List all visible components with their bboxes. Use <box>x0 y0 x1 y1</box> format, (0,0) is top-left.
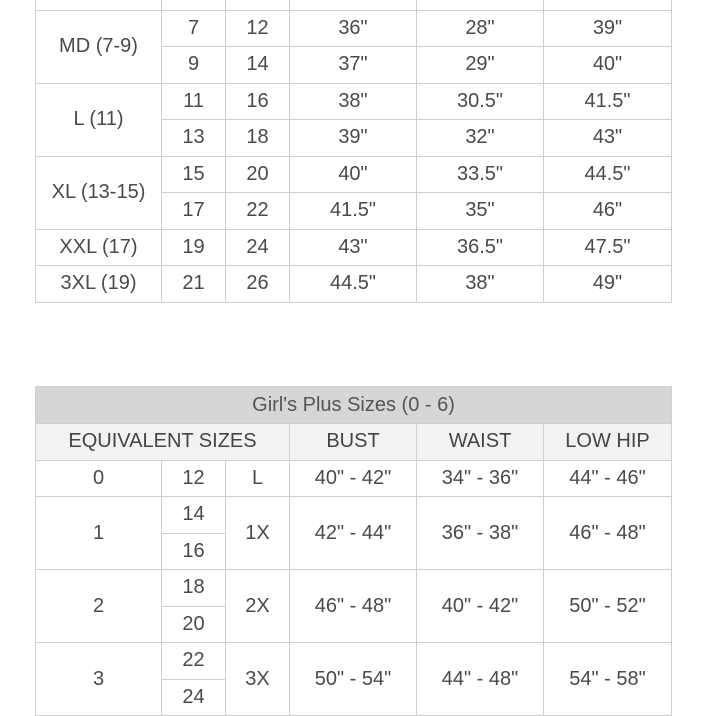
size-label: L (11) <box>36 83 162 156</box>
table-row <box>36 570 672 607</box>
measure-cell: 37" <box>290 47 417 84</box>
measure-cell: 36.5" <box>417 229 544 266</box>
size-label: MD (7-9) <box>36 10 162 83</box>
measure-cell: 39" <box>290 120 417 157</box>
size-number: 9 <box>162 47 226 84</box>
age-number: 24 <box>226 229 290 266</box>
plus-size-label: 1 <box>36 497 162 570</box>
measure-cell: 44.5" <box>544 156 672 193</box>
header-low-hip: LOW HIP <box>544 424 672 461</box>
measure-cell: 29" <box>417 47 544 84</box>
letter-size: 3X <box>226 643 290 716</box>
header-equivalent-sizes: EQUIVALENT SIZES <box>36 424 290 461</box>
size-number: 13 <box>162 120 226 157</box>
waist-cell: 36" - 38" <box>417 497 544 570</box>
measure-cell: 43" <box>544 120 672 157</box>
table-row <box>36 643 672 680</box>
girls-size-table <box>35 0 672 303</box>
age-number: 20 <box>226 156 290 193</box>
plus-size-label: 3 <box>36 643 162 716</box>
hip-cell: 50" - 52" <box>544 570 672 643</box>
age-number: 26 <box>226 266 290 303</box>
measure-cell: 35" <box>417 193 544 230</box>
size-label: XXL (17) <box>36 229 162 266</box>
measure-cell: 36" <box>290 10 417 47</box>
table-row <box>36 460 672 497</box>
size-label: 3XL (19) <box>36 266 162 303</box>
header-bust: BUST <box>290 424 417 461</box>
table-row <box>36 229 672 266</box>
measure-cell: 33.5" <box>417 156 544 193</box>
age-number: 14 <box>226 47 290 84</box>
size-number: 21 <box>162 266 226 303</box>
table-row <box>36 83 672 120</box>
bust-cell: 42" - 44" <box>290 497 417 570</box>
table-title: Girl's Plus Sizes (0 - 6) <box>36 387 672 424</box>
girls-plus-size-table <box>35 386 672 716</box>
measure-cell: 32" <box>417 120 544 157</box>
age-number: 22 <box>226 193 290 230</box>
size-number: 18 <box>162 570 226 607</box>
plus-size-label: 0 <box>36 460 162 497</box>
age-number: 18 <box>226 120 290 157</box>
size-number: 7 <box>162 10 226 47</box>
table-title-row <box>36 387 672 424</box>
table-row <box>36 497 672 534</box>
size-number: 14 <box>162 497 226 534</box>
size-number: 24 <box>162 679 226 716</box>
header-waist: WAIST <box>417 424 544 461</box>
plus-size-label: 2 <box>36 570 162 643</box>
waist-cell: 34" - 36" <box>417 460 544 497</box>
size-number: 11 <box>162 83 226 120</box>
measure-cell: 41.5" <box>290 193 417 230</box>
bust-cell: 40" - 42" <box>290 460 417 497</box>
measure-cell: 40" <box>290 156 417 193</box>
letter-size: 1X <box>226 497 290 570</box>
size-number: 20 <box>162 606 226 643</box>
measure-cell: 46" <box>544 193 672 230</box>
hip-cell: 54" - 58" <box>544 643 672 716</box>
table-row <box>36 0 672 10</box>
size-number: 22 <box>162 643 226 680</box>
measure-cell: 28" <box>417 10 544 47</box>
letter-size: L <box>226 460 290 497</box>
table-row <box>36 156 672 193</box>
bust-cell: 50" - 54" <box>290 643 417 716</box>
bust-cell: 46" - 48" <box>290 570 417 643</box>
measure-cell: 38" <box>417 266 544 303</box>
measure-cell: 39" <box>544 10 672 47</box>
measure-cell: 40" <box>544 47 672 84</box>
size-number: 17 <box>162 193 226 230</box>
letter-size: 2X <box>226 570 290 643</box>
size-number: 12 <box>162 460 226 497</box>
waist-cell: 44" - 48" <box>417 643 544 716</box>
table-row <box>36 10 672 47</box>
age-number: 16 <box>226 83 290 120</box>
size-number: 15 <box>162 156 226 193</box>
table-row <box>36 266 672 303</box>
hip-cell: 46" - 48" <box>544 497 672 570</box>
waist-cell: 40" - 42" <box>417 570 544 643</box>
measure-cell: 49" <box>544 266 672 303</box>
measure-cell: 30.5" <box>417 83 544 120</box>
measure-cell: 41.5" <box>544 83 672 120</box>
size-number: 16 <box>162 533 226 570</box>
hip-cell: 44" - 46" <box>544 460 672 497</box>
age-number: 12 <box>226 10 290 47</box>
size-number: 19 <box>162 229 226 266</box>
measure-cell: 47.5" <box>544 229 672 266</box>
measure-cell: 38" <box>290 83 417 120</box>
size-label: XL (13-15) <box>36 156 162 229</box>
table-header-row <box>36 424 672 461</box>
measure-cell: 43" <box>290 229 417 266</box>
measure-cell: 44.5" <box>290 266 417 303</box>
